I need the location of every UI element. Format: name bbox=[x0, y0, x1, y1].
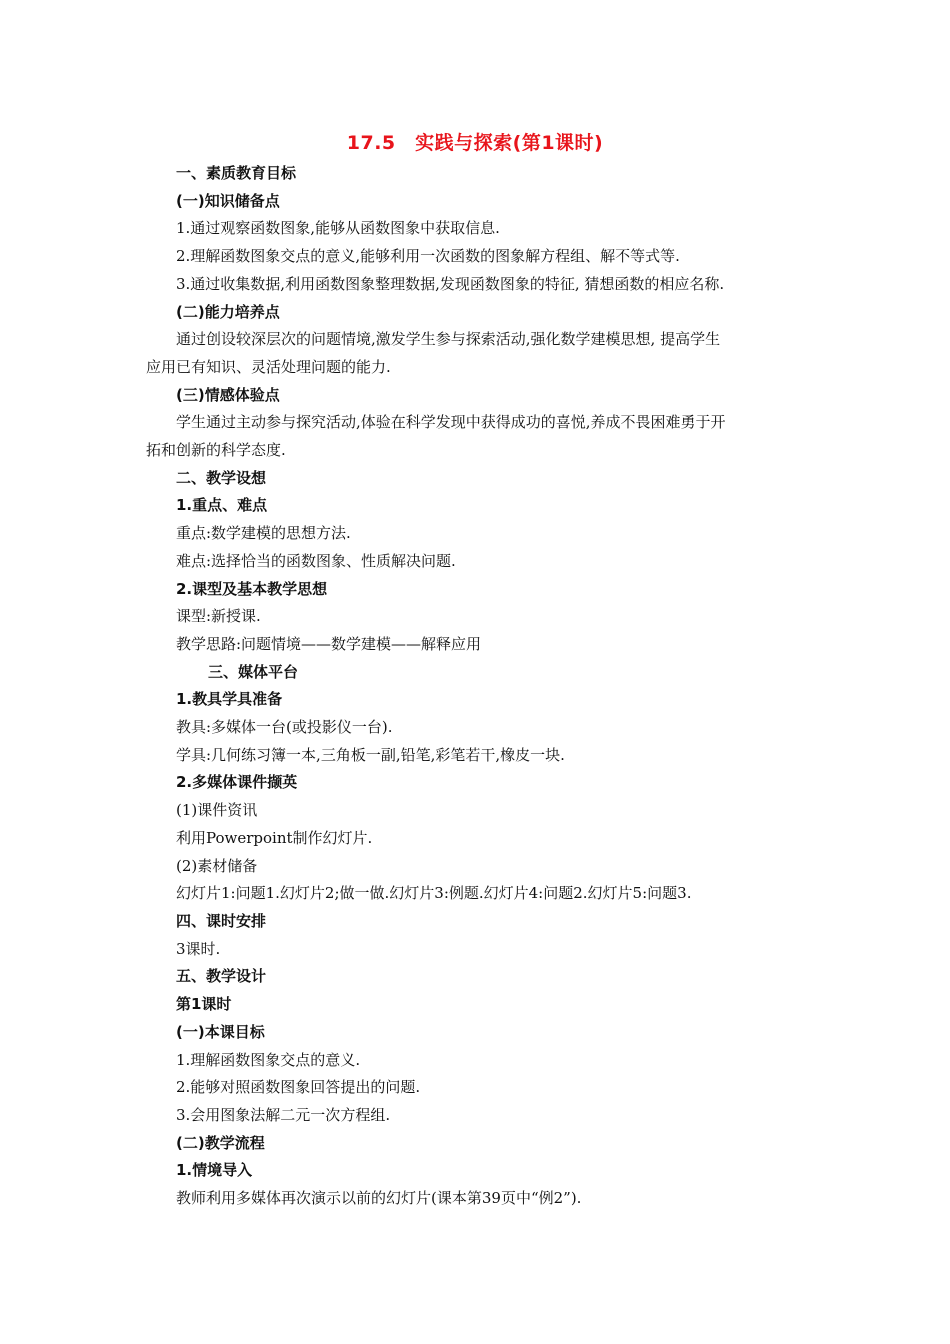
text-line: 幻灯片1:问题1.幻灯片2;做一做.幻灯片3:例题.幻灯片4:问题2.幻灯片5:问题3. bbox=[176, 884, 692, 903]
section-heading: 四、课时安排 bbox=[176, 911, 267, 930]
document-title: 17.5 实践与探索(第1课时) bbox=[346, 132, 604, 154]
section-heading: 一、素质教育目标 bbox=[176, 164, 297, 182]
subsection-heading: 1.情境导入 bbox=[176, 1161, 253, 1180]
subsection-heading: (三)情感体验点 bbox=[176, 385, 280, 404]
text-line: 教学思路:问题情境——数学建模——解释应用 bbox=[176, 634, 482, 653]
paragraph-line: 拓和创新的科学态度. bbox=[146, 441, 286, 460]
subsection-heading: 1.教具学具准备 bbox=[176, 690, 283, 709]
list-item: 3.通过收集数据,利用函数图象整理数据,发现函数图象的特征, 猜想函数的相应名称. bbox=[176, 274, 725, 293]
section-heading: 五、教学设计 bbox=[176, 967, 267, 986]
text-line: (2)素材储备 bbox=[176, 856, 258, 875]
list-item: 1.理解函数图象交点的意义. bbox=[176, 1050, 361, 1069]
subsection-heading: 1.重点、难点 bbox=[176, 496, 268, 515]
text-line: 难点:选择恰当的函数图象、性质解决问题. bbox=[176, 551, 456, 570]
subsection-heading: 2.多媒体课件撷英 bbox=[176, 773, 298, 792]
paragraph-line: 应用已有知识、灵活处理问题的能力. bbox=[146, 357, 391, 376]
text-line: (1)课件资讯 bbox=[176, 801, 258, 820]
list-item: 2.能够对照函数图象回答提出的问题. bbox=[176, 1078, 421, 1097]
subsection-heading: 2.课型及基本教学思想 bbox=[176, 579, 328, 598]
list-item: 2.理解函数图象交点的意义,能够利用一次函数的图象解方程组、解不等式等. bbox=[176, 247, 680, 266]
text-line: 3课时. bbox=[176, 939, 221, 958]
text-line: 教师利用多媒体再次演示以前的幻灯片(课本第39页中“例2”). bbox=[176, 1189, 582, 1208]
document-body bbox=[146, 160, 806, 1213]
subsection-heading: (二)教学流程 bbox=[176, 1133, 265, 1152]
subsection-heading: (一)知识储备点 bbox=[176, 191, 280, 210]
list-item: 1.通过观察函数图象,能够从函数图象中获取信息. bbox=[176, 219, 500, 238]
text-line: 教具:多媒体一台(或投影仪一台). bbox=[176, 718, 393, 737]
subsection-heading: (一)本课目标 bbox=[176, 1022, 265, 1041]
text-line: 重点:数学建模的思想方法. bbox=[176, 524, 351, 543]
subsection-heading: 第1课时 bbox=[176, 995, 232, 1014]
text-line: 利用Powerpoint制作幻灯片. bbox=[176, 828, 373, 847]
list-item: 3.会用图象法解二元一次方程组. bbox=[176, 1105, 391, 1124]
section-heading: 三、媒体平台 bbox=[208, 662, 299, 681]
text-line: 学具:几何练习簿一本,三角板一副,铅笔,彩笔若干,橡皮一块. bbox=[176, 745, 565, 764]
paragraph-line: 学生通过主动参与探究活动,体验在科学发现中获得成功的喜悦,养成不畏困难勇于开 bbox=[176, 413, 726, 432]
section-heading: 二、教学设想 bbox=[176, 468, 267, 487]
text-line: 课型:新授课. bbox=[176, 607, 261, 626]
paragraph-line: 通过创设较深层次的问题情境,激发学生参与探索活动,强化数学建模思想, 提高学生 bbox=[176, 330, 721, 349]
subsection-heading: (二)能力培养点 bbox=[176, 302, 280, 321]
